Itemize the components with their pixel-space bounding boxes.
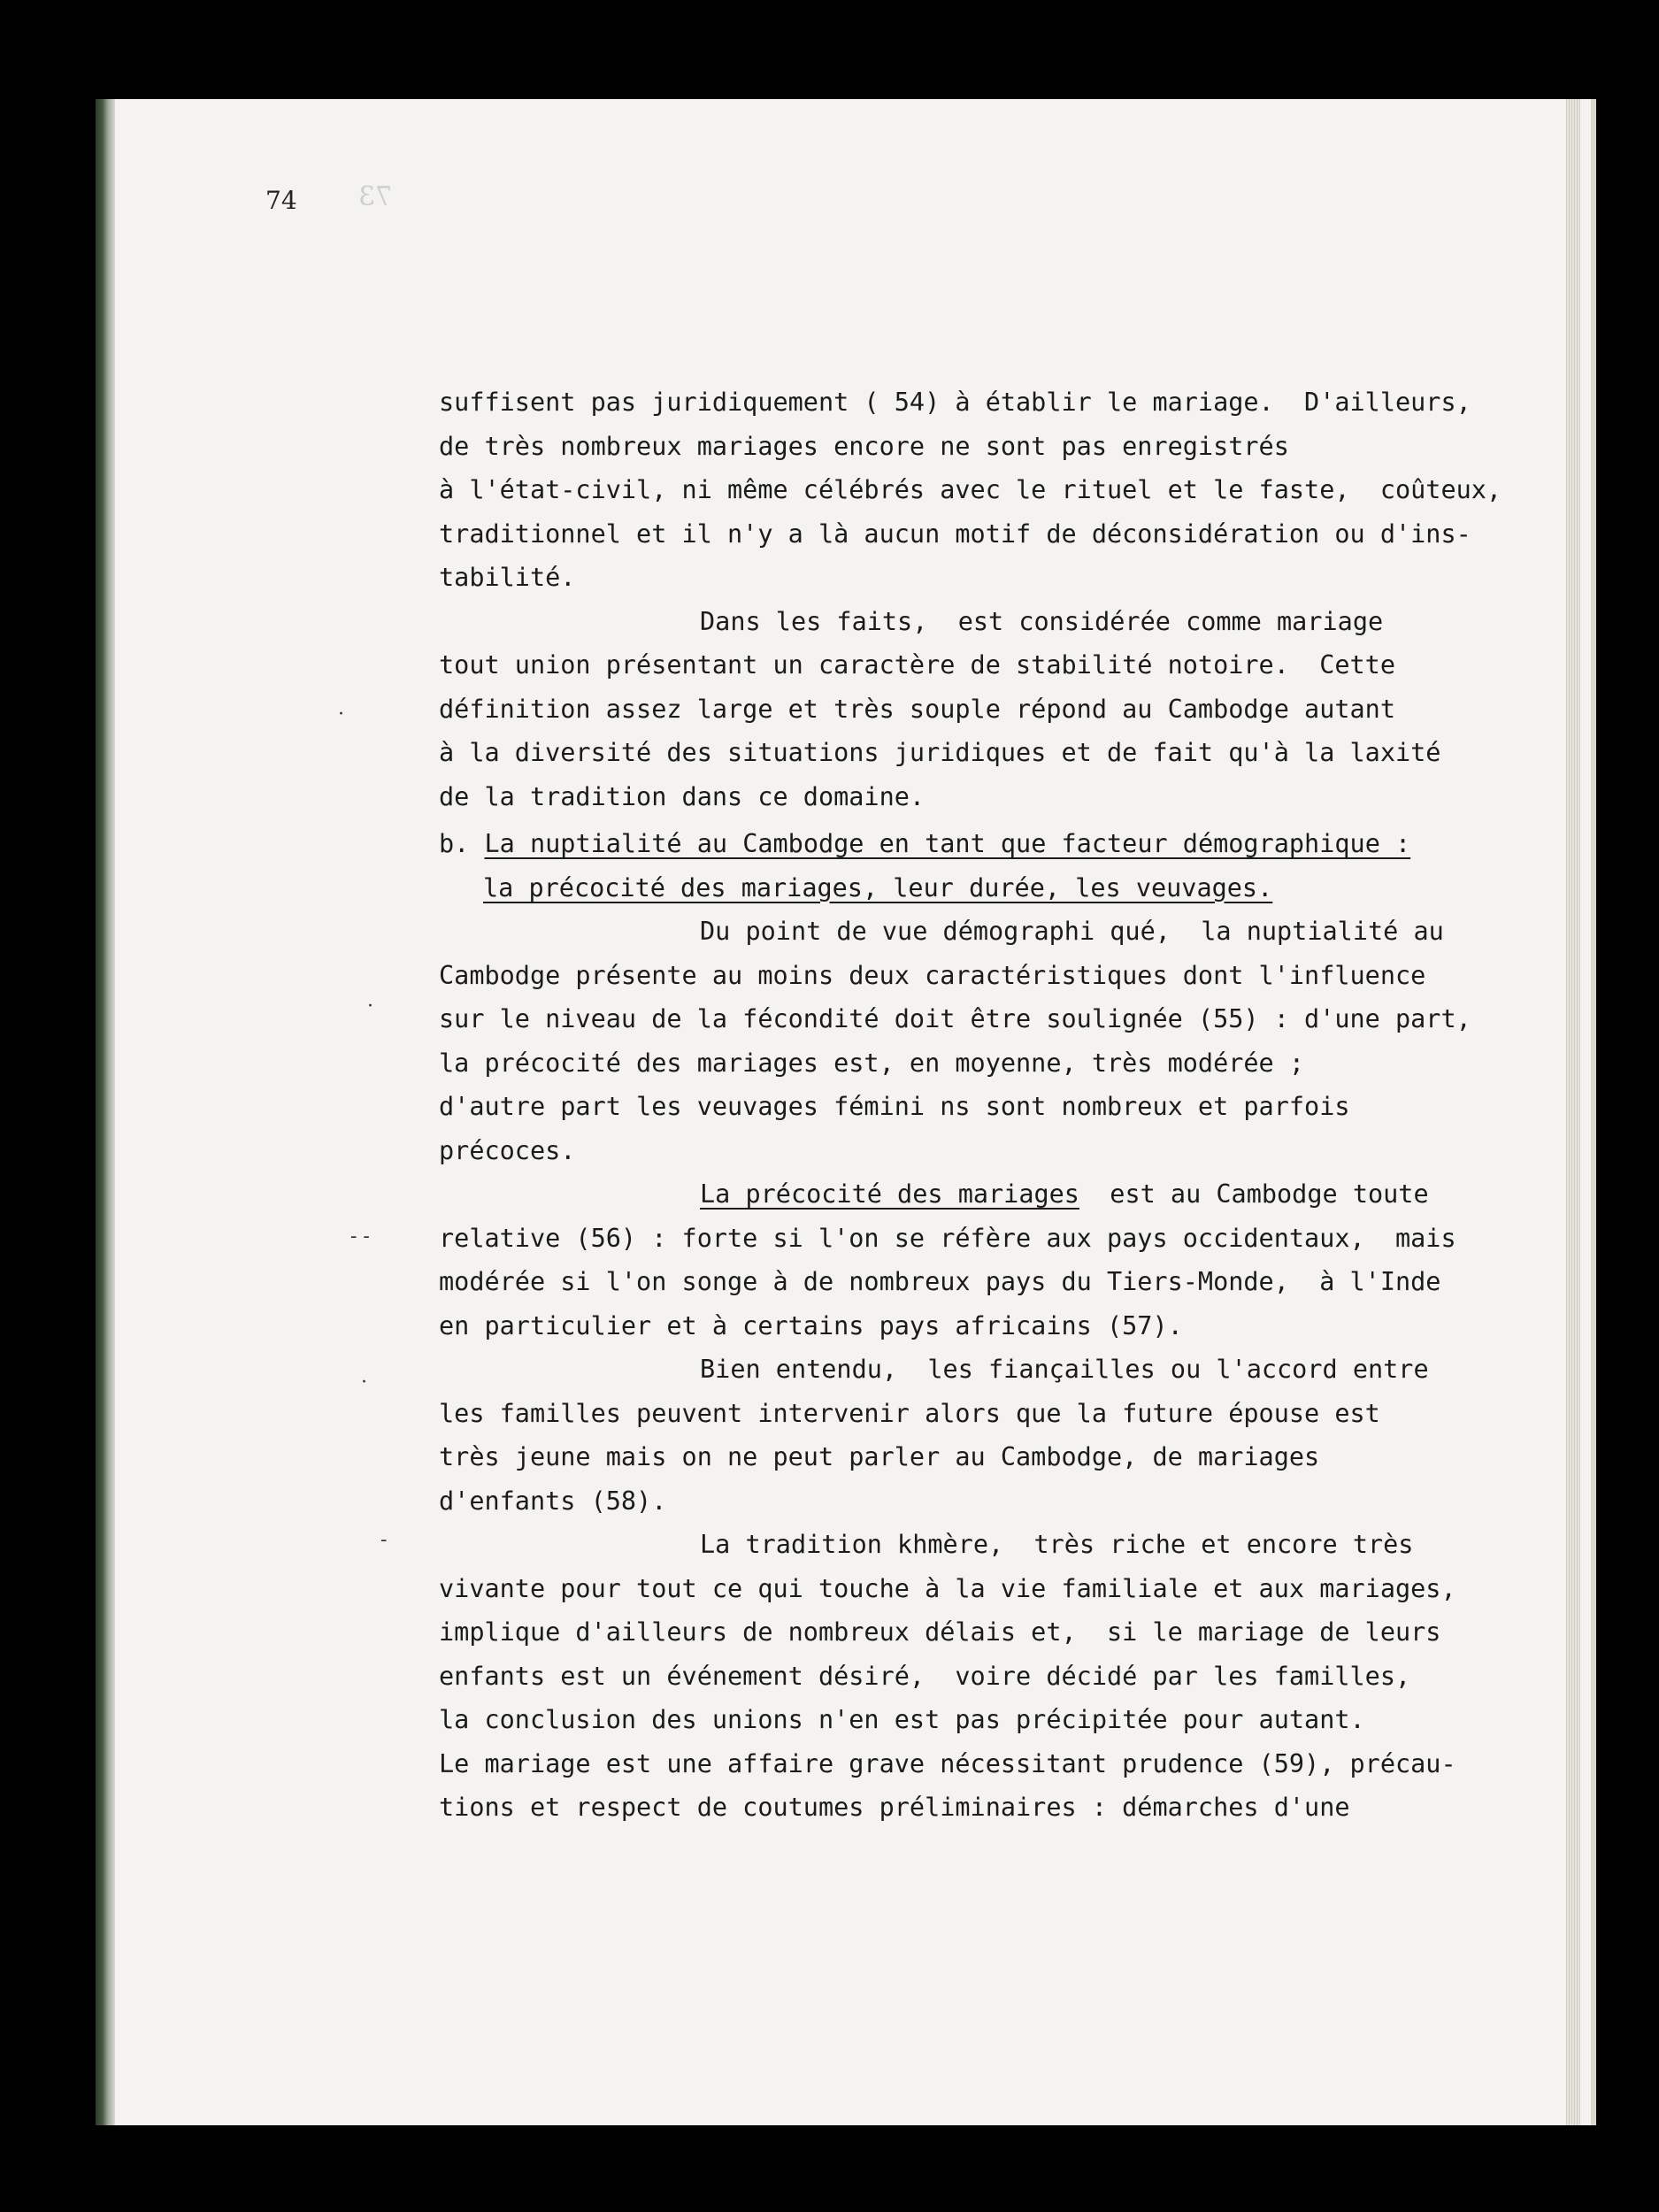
text-line: implique d'ailleurs de nombreux délais et, si le mariage de leurs	[439, 1617, 1441, 1647]
text-line: précoces.	[439, 1135, 576, 1165]
margin-dot: ·	[361, 1371, 367, 1394]
text-line: modérée si l'on songe à de nombreux pays du Tiers-Monde, à l'Inde	[439, 1267, 1441, 1296]
heading-line-2: la précocité des mariages, leur durée, les veuvages.	[483, 872, 1273, 902]
margin-dot: - -	[350, 1225, 370, 1248]
paragraph-block-2	[439, 910, 1471, 1172]
text-line: enfants est un événement désiré, voire décidé par les familles,	[439, 1661, 1411, 1691]
text-line: de la tradition dans ce domaine.	[439, 781, 926, 811]
text-line: vivante pour tout ce qui touche à la vie familiale et aux mariages,	[439, 1573, 1456, 1603]
text-line: définition assez large et très souple répond au Cambodge autant	[439, 694, 1395, 724]
margin-dot: ·	[367, 995, 373, 1018]
text-line: Dans les faits, est considérée comme mariage	[700, 606, 1384, 636]
text-line: suffisent pas juridiquement ( 54) à établir le mariage. D'ailleurs,	[439, 388, 1471, 417]
text-line: Bien entendu, les fiançailles ou l'accord entre	[700, 1355, 1429, 1384]
heading-line-1: La nuptialité au Cambodge en tant que facteur démographique :	[484, 829, 1411, 858]
text-line: tabilité.	[439, 563, 576, 592]
text-line: sur le niveau de la fécondité doit être soulignée (55) : d'une part,	[439, 1004, 1471, 1033]
underlined-term: La précocité des mariages	[700, 1179, 1079, 1209]
text-line: Du point de vue démographi qué, la nuptialité au	[700, 917, 1444, 946]
text-line: d'enfants (58).	[439, 1486, 667, 1516]
text-line: Le mariage est une affaire grave nécessitant prudence (59), précau-	[439, 1748, 1456, 1778]
section-heading-b	[439, 822, 1456, 866]
text-line: de très nombreux mariages encore ne sont pas enregistrés	[439, 431, 1289, 461]
paragraph-3-first-line	[439, 1172, 1456, 1217]
bleed-through-page-number: 73	[358, 181, 393, 212]
text-line: la conclusion des unions n'en est pas précipitée pour autant.	[439, 1705, 1365, 1734]
text-line: tout union présentant un caractère de stabilité notoire. Cette	[439, 650, 1395, 680]
paragraph-block-3	[439, 1217, 1456, 1830]
text-line: Cambodge présente au moins deux caractéristiques dont l'influence	[439, 960, 1426, 990]
paragraph-block-1	[439, 380, 1502, 818]
text-line: la précocité des mariages est, en moyenne, très modérée ;	[439, 1048, 1305, 1078]
margin-dot: -	[380, 1529, 388, 1551]
text-line: très jeune mais on ne peut parler au Cambodge, de mariages	[439, 1442, 1320, 1471]
text-line: en particulier et à certains pays africains (57).	[439, 1310, 1183, 1340]
margin-dot: ·	[338, 703, 344, 726]
text-line: relative (56) : forte si l'on se réfère aux pays occidentaux, mais	[439, 1223, 1456, 1253]
text-line: d'autre part les veuvages fémini ns sont nombreux et parfois	[439, 1092, 1350, 1121]
paragraph-3-lead: est au Cambodge toute	[1079, 1179, 1429, 1209]
text-line: à l'état-civil, ni même célébrés avec le rituel et le faste, coûteux,	[439, 475, 1502, 504]
page-number: 74	[265, 186, 297, 215]
text-line: tions et respect de coutumes préliminaires : démarches d'une	[439, 1793, 1350, 1822]
heading-prefix: b.	[439, 829, 470, 858]
section-heading-b-cont	[439, 866, 1456, 910]
text-line: La tradition khmère, très riche et encore très	[700, 1530, 1414, 1559]
text-line: traditionnel et il n'y a là aucun motif de déconsidération ou d'ins-	[439, 518, 1471, 549]
page-body	[439, 380, 1502, 1830]
text-line: à la diversité des situations juridiques et de fait qu'à la laxité	[439, 738, 1441, 767]
text-line: les familles peuvent intervenir alors que la future épouse est	[439, 1398, 1380, 1428]
